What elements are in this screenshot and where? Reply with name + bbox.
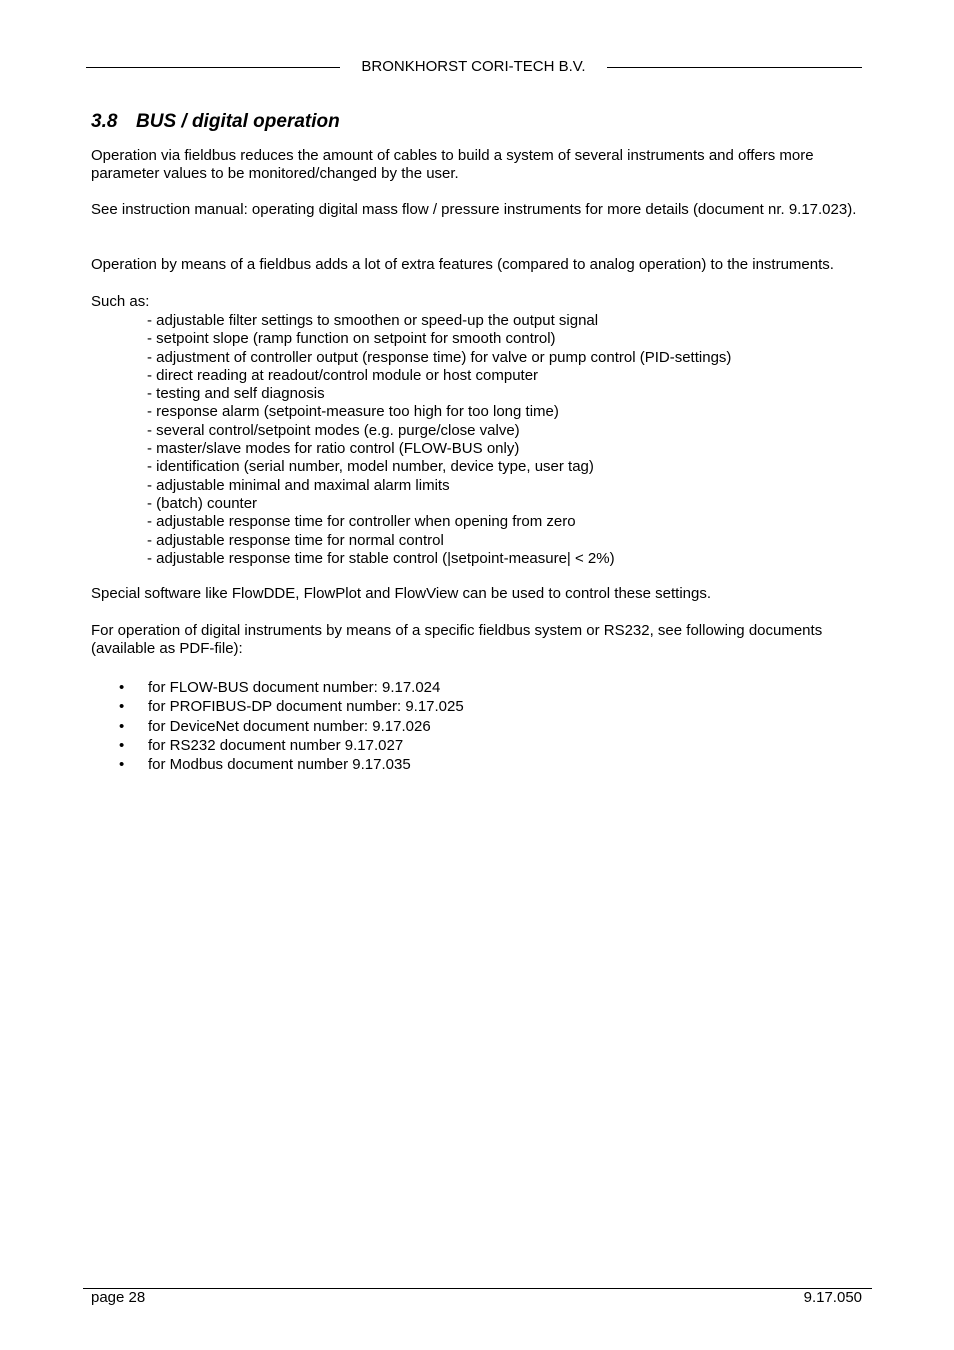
section-title: BUS / digital operation: [136, 111, 340, 132]
feature-item: - identification (serial number, model number, device type, user tag): [147, 458, 594, 476]
section-heading: [91, 110, 340, 134]
bullet-icon: •: [119, 736, 125, 754]
feature-item: - response alarm (setpoint-measure too high for too long time): [147, 403, 559, 421]
feature-item: - testing and self diagnosis: [147, 385, 325, 403]
document-list-item: [91, 697, 464, 716]
feature-item: - (batch) counter: [147, 494, 258, 512]
page-number: page 28: [91, 1289, 146, 1306]
manual-reference-paragraph: See instruction manual: operating digital mass flow / pressure instruments for more details (document nr. 9.17.023).: [91, 201, 857, 218]
feature-item: - adjustment of controller output (response time) for valve or pump control (PID-settings): [147, 348, 732, 366]
feature-item: - several control/setpoint modes (e.g. purge/close valve): [147, 421, 520, 439]
software-paragraph: Special software like FlowDDE, FlowPlot and FlowView can be used to control these settings.: [91, 585, 712, 602]
feature-item: - adjustable filter settings to smoothen or speed-up the output signal: [147, 312, 599, 329]
document-list-item: [91, 736, 464, 755]
section-number: 3.8: [91, 111, 118, 132]
header-company-name: BRONKHORST CORI-TECH B.V.: [361, 58, 586, 75]
page-header: [86, 56, 862, 78]
feature-list: [147, 312, 731, 568]
feature-item: - adjustable response time for controller when opening from zero: [147, 513, 576, 531]
feature-item: - adjustable response time for normal control: [147, 531, 444, 549]
feature-item: - adjustable response time for stable control (|setpoint-measure| < 2%): [147, 549, 615, 567]
feature-item: - direct reading at readout/control module or host computer: [147, 366, 539, 384]
document-list-item: [91, 678, 464, 697]
header-rule-left: [86, 67, 340, 68]
document-list-item: [91, 755, 464, 774]
document-reference: for FLOW-BUS document number: 9.17.024: [148, 679, 441, 696]
features-intro-paragraph: Operation by means of a fieldbus adds a lot of extra features (compared to analog operation) to the instruments.: [91, 256, 834, 273]
document-number: 9.17.050: [803, 1289, 862, 1306]
header-rule-right: [607, 67, 862, 68]
bullet-icon: •: [119, 679, 125, 696]
bullet-icon: •: [119, 756, 125, 774]
document-reference: for RS232 document number 9.17.027: [148, 736, 404, 754]
documents-intro-paragraph: For operation of digital instruments by means of a specific fieldbus system or RS232, see following documents (available as PDF-file):: [91, 622, 823, 658]
feature-item: - setpoint slope (ramp function on setpoint for smooth control): [147, 330, 556, 348]
bullet-icon: •: [119, 698, 125, 716]
footer-rule: [83, 1288, 872, 1289]
such-as-label: Such as:: [91, 293, 150, 310]
document-reference: for Modbus document number 9.17.035: [148, 756, 411, 774]
feature-item: - adjustable minimal and maximal alarm limits: [147, 476, 450, 494]
intro-paragraph: Operation via fieldbus reduces the amount of cables to build a system of several instruments and offers more parameter values to be monitored/changed by the user.: [91, 147, 814, 183]
document-reference: for DeviceNet document number: 9.17.026: [148, 717, 431, 735]
feature-item: - master/slave modes for ratio control (FLOW-BUS only): [147, 440, 520, 458]
document-reference: for PROFIBUS-DP document number: 9.17.025: [148, 698, 464, 716]
document-list-item: [91, 717, 464, 736]
bullet-icon: •: [119, 717, 125, 735]
document-list: [91, 678, 464, 774]
